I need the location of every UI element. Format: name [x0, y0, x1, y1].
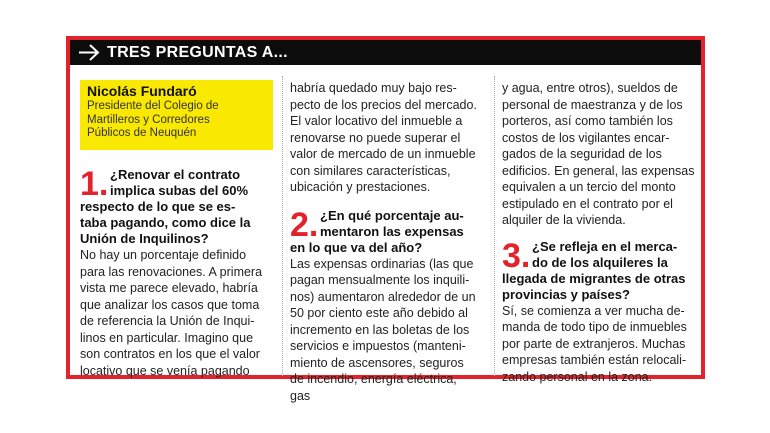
answer-line: linos en particular. Imagino que: [80, 330, 254, 345]
answer-line: con similares características,: [290, 163, 451, 178]
answer-line: pecto de los precios del mercado.: [290, 97, 477, 112]
column-divider: [494, 76, 495, 376]
column-2: [290, 80, 480, 404]
answer-line: renovarse no puede superar el: [290, 130, 461, 145]
question-line: respecto de lo que se es-: [80, 199, 236, 214]
question-text: [502, 236, 696, 303]
role-line: Presidente del Colegio de: [87, 100, 219, 112]
answer-line: habría quedado muy bajo res-: [290, 81, 457, 95]
answer-line: porteros, así como también los: [502, 114, 673, 128]
question-line: ¿Se refleja en el merca-: [532, 238, 678, 254]
answer-line: equivalen a un tercio del monto: [502, 180, 676, 194]
answer-line: El valor locativo del inmueble a: [290, 114, 463, 128]
question-2: [290, 205, 480, 256]
answer-line: nos) aumentaron alrededor de un: [290, 289, 476, 304]
answer-line: por parte de extranjeros. Muchas: [502, 336, 686, 351]
question-line: mentaron las expensas: [320, 223, 464, 239]
answer-line: para las renovaciones. A primera: [80, 264, 263, 279]
article-box: [66, 36, 705, 403]
question-text: [290, 205, 480, 256]
question-text: [80, 167, 280, 247]
interviewee-name: Nicolás Fundaró: [87, 83, 197, 99]
answer-2-continued: [502, 80, 696, 229]
answer-line: personal de maestranza y de los: [502, 97, 683, 112]
answer-line: incremento en las boletas de los: [290, 322, 470, 337]
answer-line: estipulado en el contrato por el: [502, 196, 673, 211]
header-title: TRES PREGUNTAS A...: [107, 44, 288, 61]
answer-line: pagan mensualmente los inquili-: [290, 273, 470, 287]
answer-line: 50 por ciento este año debido al: [290, 306, 468, 320]
answer-line: vista me parece elevado, habría: [80, 281, 258, 295]
question-line: ¿En qué porcentaje au-: [320, 207, 464, 223]
answer-1: [80, 247, 280, 379]
question-number: 3.: [502, 236, 531, 275]
header-bar: [70, 40, 701, 65]
answer-line: miento de ascensores, seguros: [290, 355, 464, 370]
question-line: taba pagando, como dice la: [80, 215, 251, 230]
answer-line: costos de los vigilantes encar-: [502, 130, 670, 145]
answer-line: manda de todo tipo de inmuebles: [502, 320, 687, 334]
question-line: implica subas del 60%: [110, 183, 249, 198]
answer-line: ubicación y prestaciones.: [290, 180, 431, 194]
answer-line: valor de mercado de un inmueble: [290, 147, 476, 161]
question-line: en lo que va del año?: [290, 239, 423, 255]
answer-line: zando personal en la zona.: [502, 369, 653, 384]
column-3: [502, 80, 696, 385]
answer-line: que analizar los casos que toma: [80, 297, 260, 312]
question-line: Unión de Inquilinos?: [80, 231, 209, 246]
answer-line: y agua, entre otros), sueldos de: [502, 81, 678, 95]
role-line: Públicos de Neuquén: [87, 127, 197, 139]
question-line: do de los alquileres la: [532, 254, 668, 270]
answer-line: de incendio, energía eléctrica, gas: [290, 372, 457, 403]
answer-1-continued: [290, 80, 480, 196]
question-1: [80, 167, 280, 247]
question-number: 2.: [290, 205, 319, 244]
answer-line: alquiler de la vivienda.: [502, 213, 626, 227]
answer-3: [502, 303, 696, 386]
question-line: provincias y países?: [502, 286, 630, 302]
answer-line: gados de la seguridad de los: [502, 147, 662, 161]
column-divider: [282, 76, 283, 376]
arrow-right-icon: [78, 43, 100, 62]
answer-line: Sí, se comienza a ver mucha de-: [502, 303, 685, 318]
answer-line: No hay un porcentaje definido: [80, 248, 247, 262]
question-line: llegada de migrantes de otras: [502, 270, 686, 286]
answer-line: edificios. En general, las expensas: [502, 163, 695, 178]
question-3: [502, 236, 696, 303]
interviewee-role: [87, 100, 266, 141]
answer-line: de referencia la Unión de Inqui-: [80, 314, 255, 328]
question-line: ¿Renovar el contrato: [110, 167, 241, 182]
question-number: 1.: [80, 165, 109, 203]
answer-line: Las expensas ordinarias (las que: [290, 256, 474, 271]
profile-box: [80, 80, 273, 150]
answer-line: empresas también están relocali-: [502, 353, 687, 367]
role-line: Martilleros y Corredores: [87, 113, 210, 126]
answer-line: servicios e impuestos (manteni-: [290, 339, 466, 353]
answer-line: locativo que se venía pagando: [80, 363, 250, 378]
answer-2: [290, 256, 480, 405]
answer-line: son contratos en los que el valor: [80, 347, 260, 361]
column-1: [80, 167, 280, 379]
